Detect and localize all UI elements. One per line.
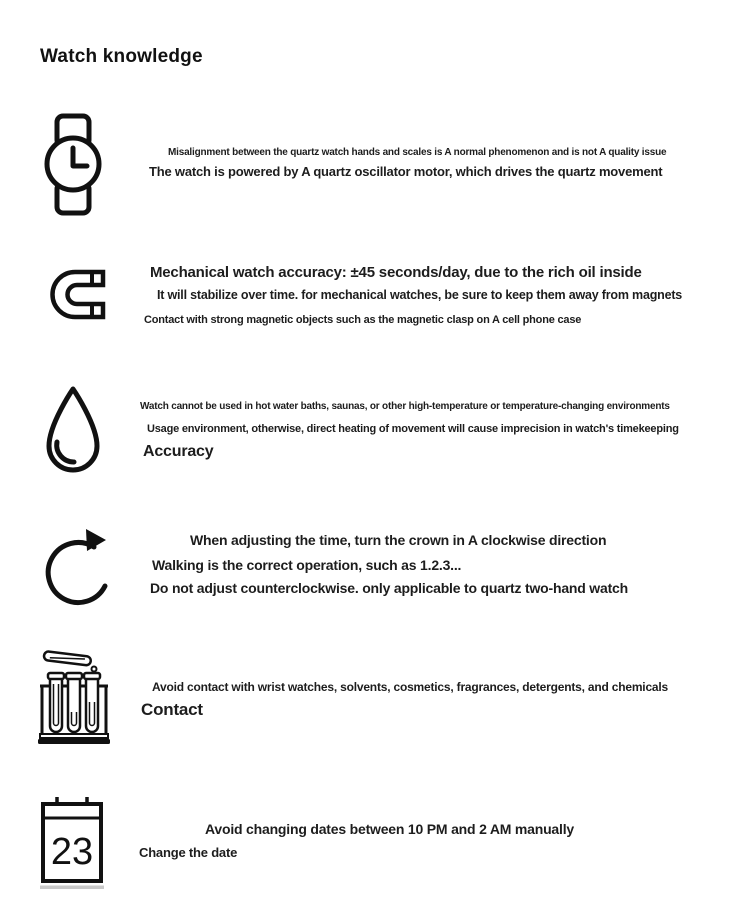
text-line: Accuracy xyxy=(143,443,214,460)
text-line: Watch cannot be used in hot water baths, saunas, or other high-temperature or temperature-changing environments xyxy=(140,401,670,412)
magnet-icon xyxy=(42,265,106,323)
clockwise-arrow-icon xyxy=(42,521,114,613)
text-line: It will stabilize over time. for mechanical watches, be sure to keep them away from magnets xyxy=(157,288,683,302)
test-tubes-icon xyxy=(36,644,112,746)
text-line: Contact with strong magnetic objects such as the magnetic clasp on A cell phone case xyxy=(144,314,582,326)
water-drop-icon xyxy=(40,384,106,480)
calendar-day-number: 23 xyxy=(50,831,94,873)
calendar-icon xyxy=(40,795,104,889)
text-line: Usage environment, otherwise, direct heating of movement will cause imprecision in watch's timekeeping xyxy=(147,423,679,435)
text-line: The watch is powered by A quartz oscillator motor, which drives the quartz movement xyxy=(149,164,663,179)
page-title: Watch knowledge xyxy=(40,45,203,67)
text-line: Change the date xyxy=(139,845,238,860)
text-line: When adjusting the time, turn the crown in A clockwise direction xyxy=(190,532,607,548)
text-line: Mechanical watch accuracy: ±45 seconds/day, due to the rich oil inside xyxy=(150,264,642,281)
text-line: Contact xyxy=(141,700,203,719)
text-line: Walking is the correct operation, such as 1.2.3... xyxy=(152,557,462,573)
text-line: Misalignment between the quartz watch hands and scales is A normal phenomenon and is not A quality issue xyxy=(168,147,667,158)
wrist-watch-icon xyxy=(44,113,102,216)
text-line: Do not adjust counterclockwise. only applicable to quartz two-hand watch xyxy=(150,580,628,596)
text-line: Avoid contact with wrist watches, solvents, cosmetics, fragrances, detergents, and chemicals xyxy=(152,680,668,694)
text-line: Avoid changing dates between 10 PM and 2 AM manually xyxy=(205,821,574,837)
